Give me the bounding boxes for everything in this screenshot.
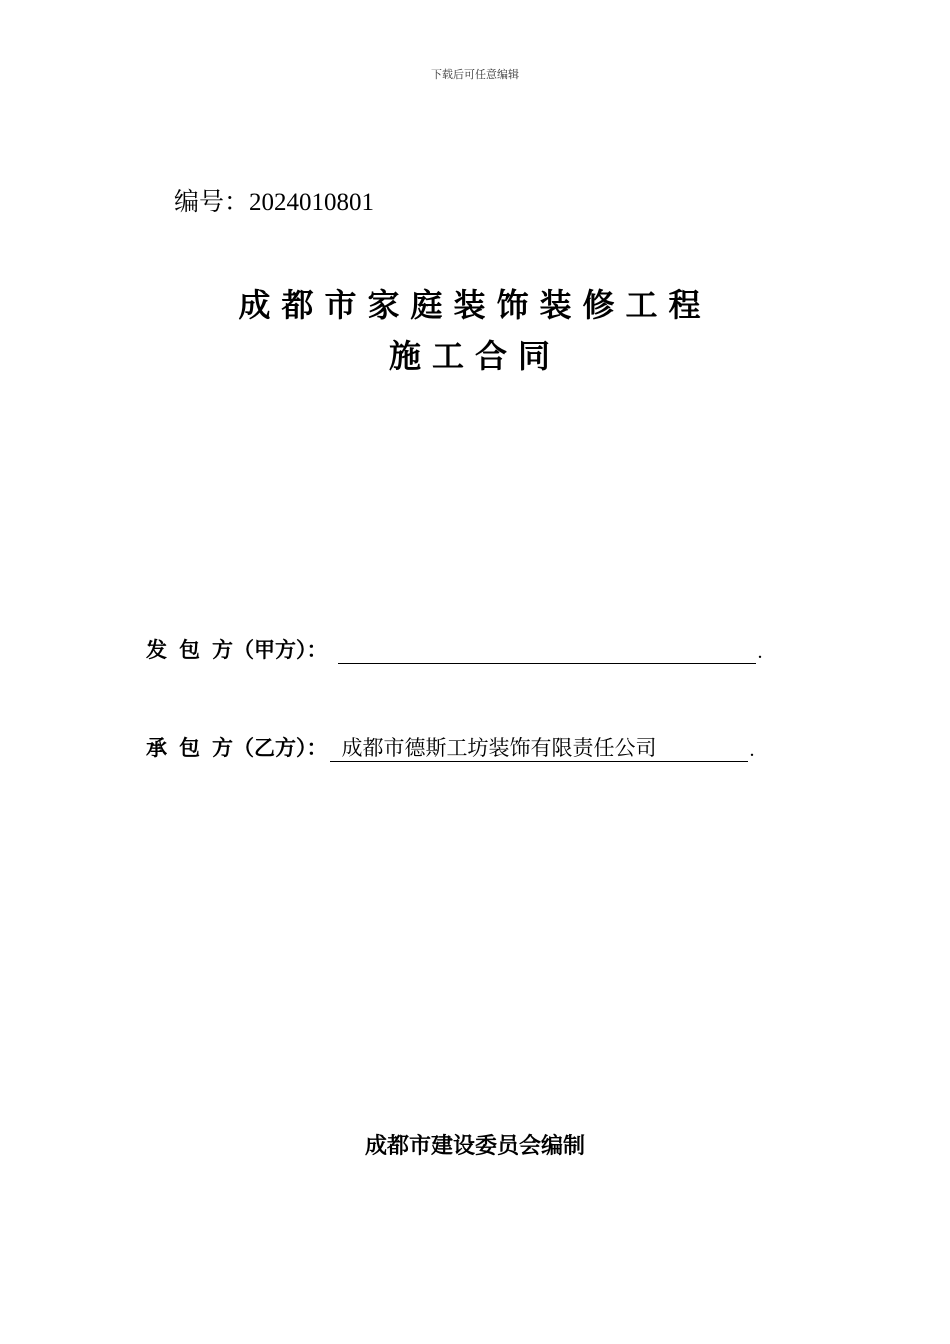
compiler-credit: 成都市建设委员会编制 [364,1134,585,1159]
party-b-label [146,732,328,762]
party-a-terminator: . [757,641,763,663]
contract-title-line-1: 成都市家庭装饰装修工程 [238,286,712,324]
party-b-name-field[interactable]: 成都市德斯工坊装饰有限责任公司 [330,735,748,762]
party-b-label-char-2: 包 [179,736,200,760]
document-number-label: 编号： [174,187,250,216]
document-number [174,182,374,218]
party-a-label [146,634,328,664]
party-a-row [146,634,763,664]
party-a-name-field[interactable] [338,641,756,664]
party-a-label-char-1: 发 [146,638,167,662]
party-b-row [146,732,755,762]
header-note: 下载后可任意编辑 [431,68,519,81]
party-b-label-rest: 方（乙方）： [212,736,328,760]
document-number-value: 2024010801 [249,189,375,216]
party-b-label-char-1: 承 [146,736,167,760]
party-a-label-char-2: 包 [179,638,200,662]
party-a-label-rest: 方（甲方）： [212,638,328,662]
contract-title-line-2: 施工合同 [388,337,561,375]
party-b-terminator: . [749,739,755,761]
